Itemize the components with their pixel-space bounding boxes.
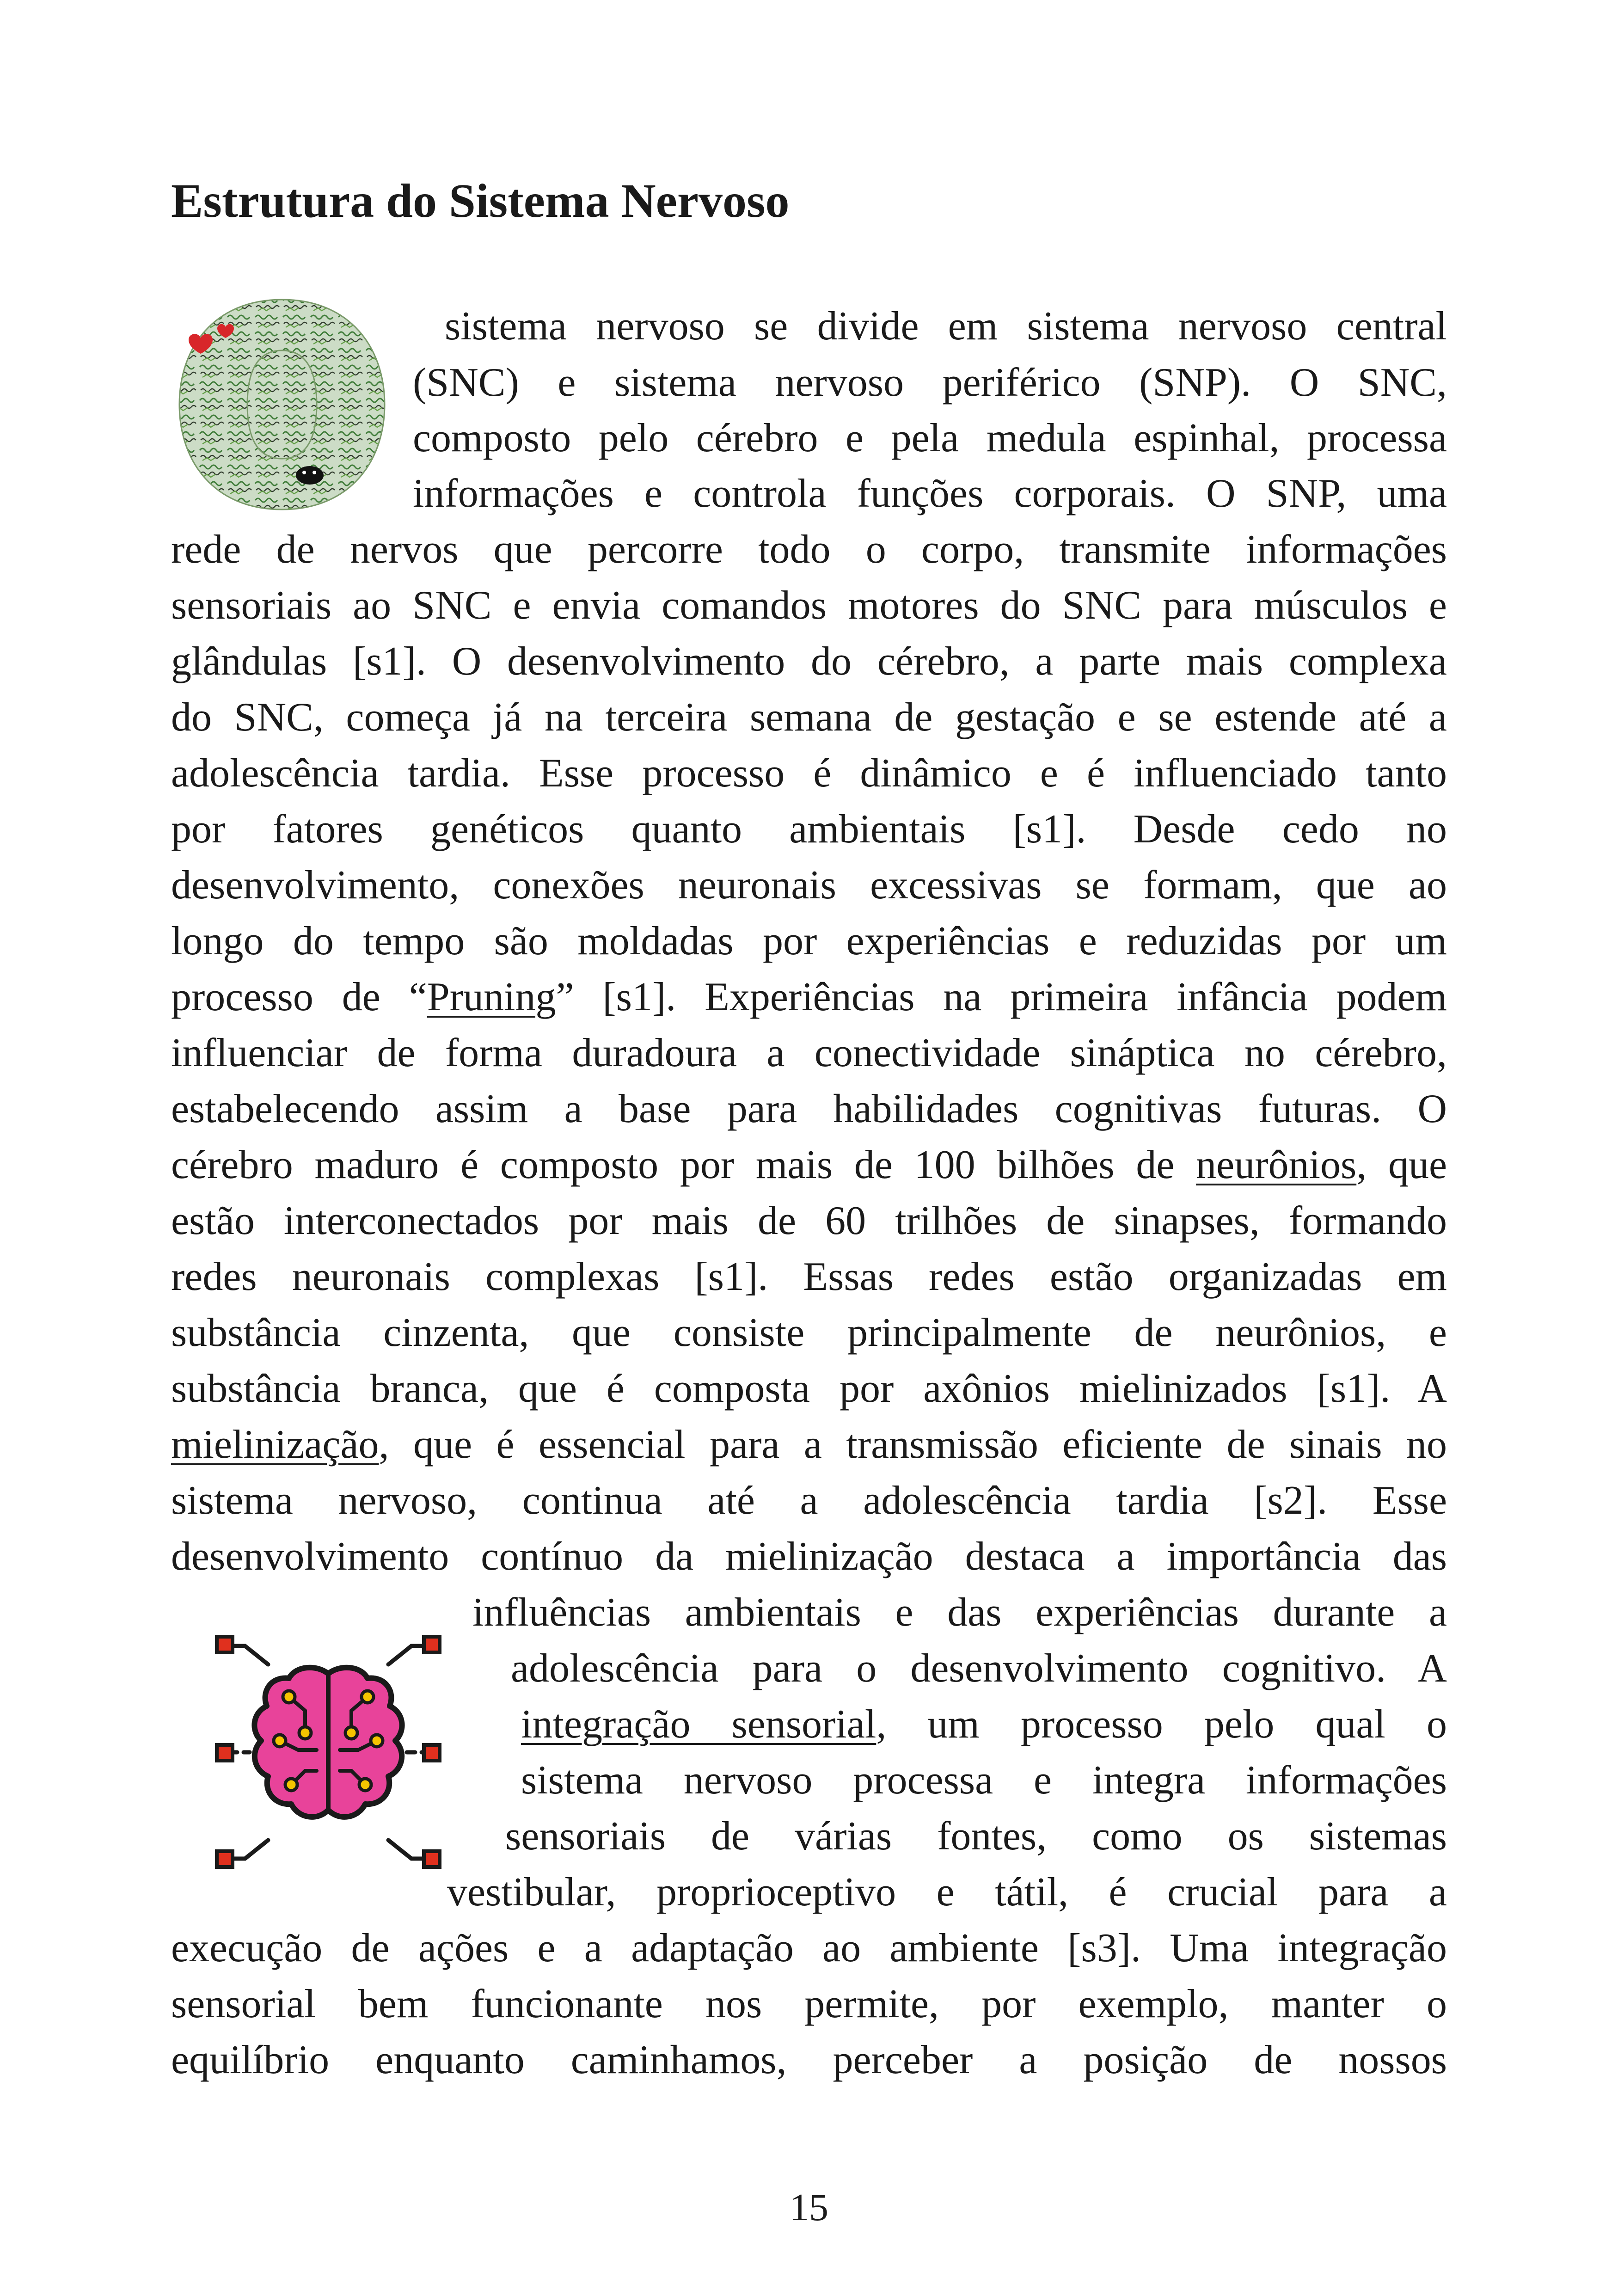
page-title: Estrutura do Sistema Nervoso bbox=[171, 174, 790, 227]
paragraph-line: do SNC, começa já na terceira semana de gestação e se estende até a bbox=[171, 695, 1447, 740]
paragraph-line: desenvolvimento, conexões neuronais excessivas se formam, que ao bbox=[171, 863, 1447, 908]
paragraph-line: por fatores genéticos quanto ambientais [s1]. Desde cedo no bbox=[171, 807, 1447, 852]
paragraph-line: estão interconectados por mais de 60 trilhões de sinapses, formando bbox=[171, 1198, 1447, 1243]
paragraph-line: sensoriais ao SNC e envia comandos motores do SNC para músculos e bbox=[171, 583, 1447, 628]
circuit-brain-icon bbox=[210, 1632, 446, 1872]
paragraph-line: composto pelo cérebro e pela medula espinhal, processa bbox=[413, 416, 1447, 460]
paragraph-line: sistema nervoso processa e integra informações bbox=[521, 1758, 1447, 1803]
link-integracao-sensorial[interactable]: integração sensorial bbox=[521, 1702, 876, 1747]
paragraph-line: redes neuronais complexas [s1]. Essas redes estão organizadas em bbox=[171, 1254, 1447, 1299]
paragraph-line: processo de “Pruning” [s1]. Experiências na primeira infância podem bbox=[171, 975, 1447, 1019]
paragraph-line: mielinização, que é essencial para a transmissão eficiente de sinais no bbox=[171, 1422, 1447, 1467]
paragraph-line: sistema nervoso se divide em sistema nervoso central bbox=[445, 304, 1447, 349]
paragraph-line: equilíbrio enquanto caminhamos, perceber a posição de nossos bbox=[171, 2038, 1447, 2082]
paragraph-line: desenvolvimento contínuo da mielinização destaca a importância das bbox=[171, 1534, 1447, 1579]
page-number: 15 bbox=[790, 2186, 828, 2229]
paragraph-line: cérebro maduro é composto por mais de 100 bilhões de neurônios, que bbox=[171, 1142, 1447, 1187]
paragraph-line: glândulas [s1]. O desenvolvimento do cérebro, a parte mais complexa bbox=[171, 639, 1447, 684]
paragraph-line: vestibular, proprioceptivo e tátil, é crucial para a bbox=[447, 1870, 1447, 1915]
paragraph-line: adolescência tardia. Esse processo é dinâmico e é influenciado tanto bbox=[171, 751, 1447, 796]
decorated-letter-o-icon bbox=[171, 296, 393, 513]
paragraph-line: sensoriais de várias fontes, como os sistemas bbox=[505, 1814, 1447, 1859]
paragraph-line: rede de nervos que percorre todo o corpo, transmite informações bbox=[171, 527, 1447, 572]
link-neuronios[interactable]: neurônios bbox=[1196, 1142, 1357, 1187]
paragraph-line: sensorial bem funcionante nos permite, por exemplo, manter o bbox=[171, 1982, 1447, 2026]
paragraph-line: sistema nervoso, continua até a adolescência tardia [s2]. Esse bbox=[171, 1478, 1447, 1523]
paragraph-line: substância branca, que é composta por axônios mielinizados [s1]. A bbox=[171, 1366, 1447, 1411]
paragraph-line: execução de ações e a adaptação ao ambiente [s3]. Uma integração bbox=[171, 1926, 1447, 1971]
paragraph-line: influenciar de forma duradoura a conectividade sináptica no cérebro, bbox=[171, 1031, 1447, 1075]
paragraph-line: influências ambientais e das experiências durante a bbox=[472, 1590, 1447, 1635]
link-mielinizacao[interactable]: mielinização bbox=[171, 1422, 379, 1467]
paragraph-line: informações e controla funções corporais. O SNP, uma bbox=[413, 471, 1447, 516]
paragraph-line: substância cinzenta, que consiste principalmente de neurônios, e bbox=[171, 1310, 1447, 1355]
paragraph-line: longo do tempo são moldadas por experiências e reduzidas por um bbox=[171, 919, 1447, 964]
link-pruning[interactable]: Pruning bbox=[427, 975, 556, 1019]
paragraph-line: adolescência para o desenvolvimento cognitivo. A bbox=[511, 1646, 1447, 1691]
paragraph-line: integração sensorial, um processo pelo qual o bbox=[521, 1702, 1447, 1747]
paragraph-line: estabelecendo assim a base para habilidades cognitivas futuras. O bbox=[171, 1087, 1447, 1131]
paragraph-line: (SNC) e sistema nervoso periférico (SNP). O SNC, bbox=[413, 360, 1447, 405]
